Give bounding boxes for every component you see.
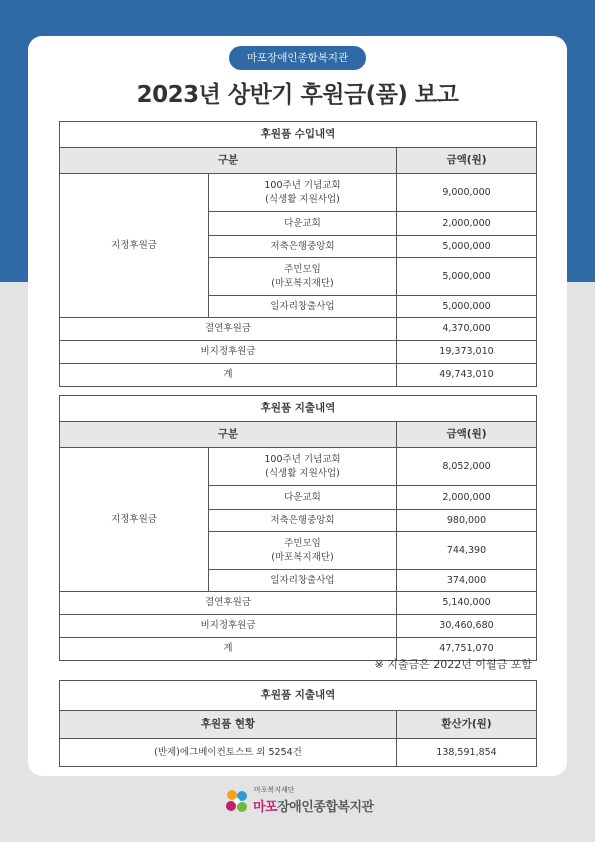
expense-item-amount: 744,390 xyxy=(397,532,537,570)
expense-row-amount: 5,140,000 xyxy=(397,592,537,615)
logo-foundation-text: 마포복지재단 xyxy=(254,786,295,794)
income-total-label: 계 xyxy=(60,364,397,387)
income-item-amount: 5,000,000 xyxy=(397,296,537,318)
page-title: 2023년 상반기 후원금(품) 보고 xyxy=(136,82,459,108)
income-section-title: 후원품 수입내역 xyxy=(60,122,537,148)
expense-section-title: 후원품 지출내역 xyxy=(60,396,537,422)
expense-row-amount: 30,460,680 xyxy=(397,615,537,638)
expense-item-amount: 980,000 xyxy=(397,510,537,532)
org-badge: 마포장애인종합복지관 xyxy=(229,46,366,70)
logo-org-name: 마포장애인종합복지관 xyxy=(253,800,374,815)
income-item-name: 100주년 기념교회 (식생활 지원사업) xyxy=(209,174,397,212)
expense-table xyxy=(59,395,537,661)
expense-col-amount: 금액(원) xyxy=(397,422,537,448)
expense-item-amount: 2,000,000 xyxy=(397,486,537,510)
income-item-name: 주민모임 (마포복지재단) xyxy=(209,258,397,296)
expense-item-name: 주민모임 (마포복지재단) xyxy=(209,532,397,570)
goods-section-title: 후원품 지출내역 xyxy=(60,681,537,711)
goods-col-status: 후원품 현황 xyxy=(60,711,397,739)
income-total-amount: 49,743,010 xyxy=(397,364,537,387)
income-item-amount: 5,000,000 xyxy=(397,258,537,296)
org-logo-icon xyxy=(222,786,252,816)
expense-item-name: 다운교회 xyxy=(209,486,397,510)
expense-total-label: 계 xyxy=(60,638,397,661)
income-item-name: 일자리창출사업 xyxy=(209,296,397,318)
income-item-amount: 2,000,000 xyxy=(397,212,537,236)
income-row-amount: 19,373,010 xyxy=(397,341,537,364)
income-item-name: 다운교회 xyxy=(209,212,397,236)
expense-item-name: 100주년 기념교회 (식생활 지원사업) xyxy=(209,448,397,486)
income-row-label: 비지정후원금 xyxy=(60,341,397,364)
expense-item-name: 저축은행중앙회 xyxy=(209,510,397,532)
expense-group-label: 지정후원금 xyxy=(60,448,209,592)
goods-value: 138,591,854 xyxy=(397,739,537,767)
expense-col-category: 구분 xyxy=(60,422,397,448)
goods-item: (반제)에그베이컨토스트 외 5254건 xyxy=(60,739,397,767)
income-item-amount: 5,000,000 xyxy=(397,236,537,258)
goods-col-value: 환산가(원) xyxy=(397,711,537,739)
income-col-category: 구분 xyxy=(60,148,397,174)
goods-table xyxy=(59,680,537,767)
expense-row-label: 결연후원금 xyxy=(60,592,397,615)
income-item-amount: 9,000,000 xyxy=(397,174,537,212)
expense-item-amount: 374,000 xyxy=(397,570,537,592)
income-col-amount: 금액(원) xyxy=(397,148,537,174)
income-item-name: 저축은행중앙회 xyxy=(209,236,397,258)
expense-item-amount: 8,052,000 xyxy=(397,448,537,486)
expense-note: ※ 지출금은 2022년 이월금 포함 xyxy=(374,658,532,671)
income-table xyxy=(59,121,537,387)
income-row-amount: 4,370,000 xyxy=(397,318,537,341)
income-row-label: 결연후원금 xyxy=(60,318,397,341)
expense-total-amount: 47,751,070 xyxy=(397,638,537,661)
income-group-label: 지정후원금 xyxy=(60,174,209,318)
expense-row-label: 비지정후원금 xyxy=(60,615,397,638)
expense-item-name: 일자리창출사업 xyxy=(209,570,397,592)
